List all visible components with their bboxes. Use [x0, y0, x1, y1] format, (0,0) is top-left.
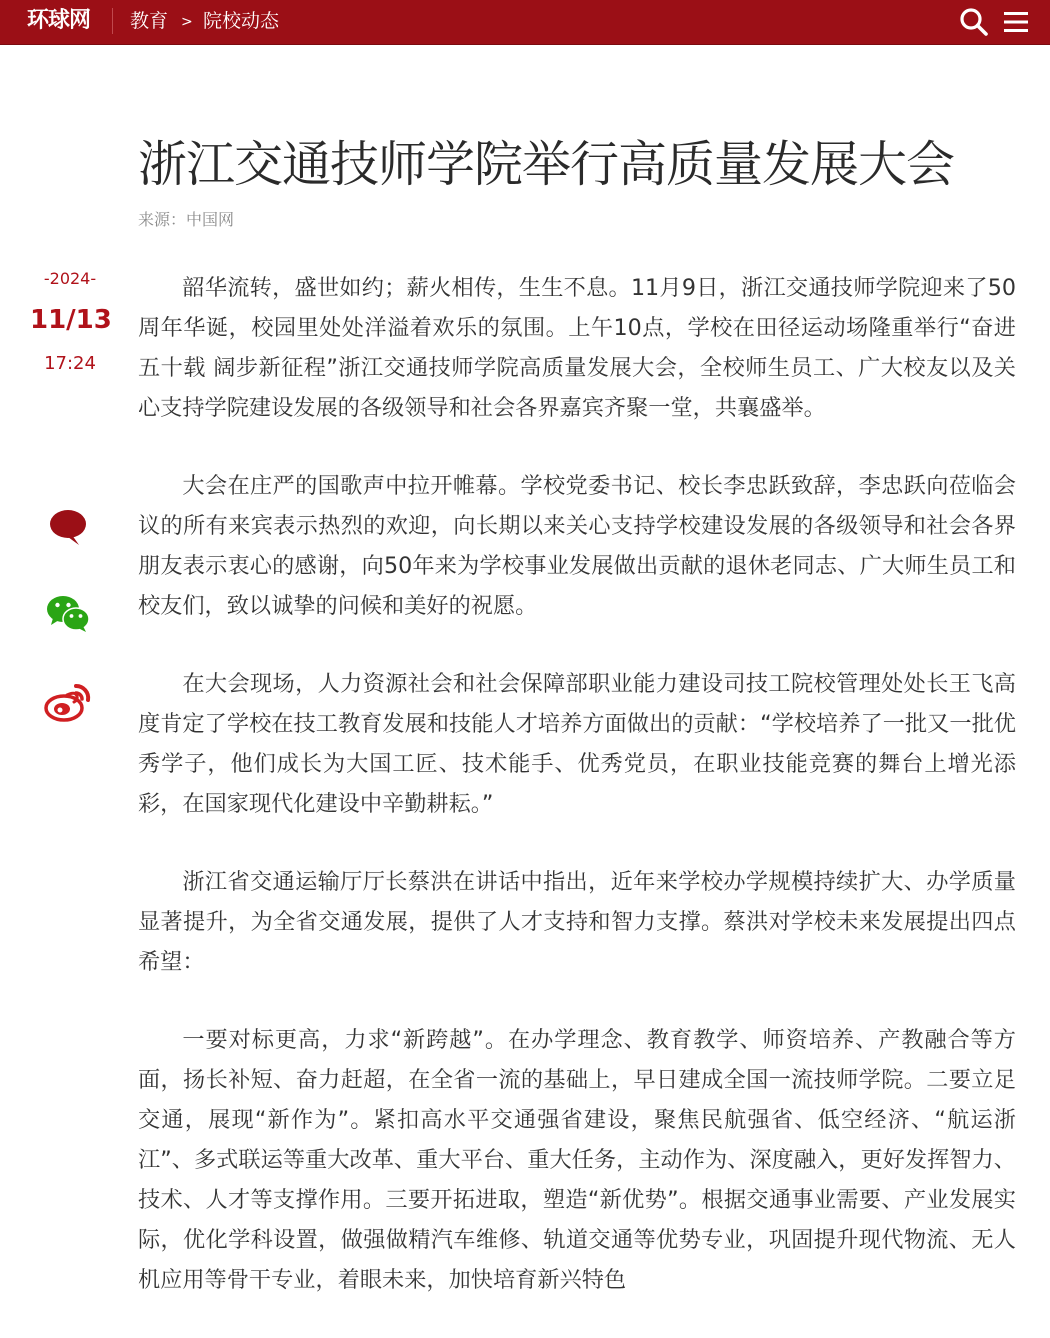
publish-year: -2024-: [43, 269, 97, 288]
article-paragraph: 韶华流转，盛世如约；薪火相传，生生不息。11月9日，浙江交通技师学院迎来了50周年华诞，校园里处处洋溢着欢乐的氛围。上午10点，学校在田径运动场隆重举行“奋进五十载 阔步新征程”浙江交通技师学院高质量发展大会，全校师生员工、广大校友以及关心支持学院建设发展的各级领导和社会各界嘉宾齐聚一堂，共襄盛举。: [138, 275, 1016, 421]
nav-divider: [112, 8, 113, 34]
site-logo[interactable]: 环球网: [27, 8, 91, 33]
article-title: 浙江交通技师学院举行高质量发展大会: [138, 135, 955, 193]
wechat-icon[interactable]: [45, 593, 91, 633]
breadcrumb-education[interactable]: 教育: [130, 10, 169, 32]
comment-icon[interactable]: [48, 507, 88, 547]
weibo-icon[interactable]: [44, 682, 92, 722]
breadcrumb-separator: >: [181, 14, 193, 30]
menu-icon[interactable]: [1002, 7, 1030, 37]
publish-time: 17:24: [44, 353, 96, 374]
article-paragraph: 一要对标更高，力求“新跨越”。在办学理念、教育教学、师资培养、产教融合等方面，扬长补短、奋力赶超，在全省一流的基础上，早日建成全国一流技师学院。二要立足交通，展现“新作为”。紧扣高水平交通强省建设，聚焦民航强省、低空经济、“航运浙江”、多式联运等重大改革、重大平台、重大任务，主动作为、深度融入，更好发挥智力、技术、人才等支撑作用。三要开拓进取，塑造“新优势”。根据交通事业需要、产业发展实际，优化学科设置，做强做精汽车维修、轨道交通等优势专业，巩固提升现代物流、无人机应用等骨干专业，着眼未来，加快培育新兴特色: [138, 1027, 1016, 1293]
article-paragraph: 浙江省交通运输厅厅长蔡洪在讲话中指出，近年来学校办学规模持续扩大、办学质量显著提升，为全省交通发展，提供了人才支持和智力支撑。蔡洪对学校未来发展提出四点希望：: [138, 869, 1016, 975]
article-body: [138, 268, 1016, 1338]
top-nav-bar: [0, 0, 1050, 45]
article-source: 来源：中国网: [138, 210, 235, 229]
breadcrumb-school-news[interactable]: 院校动态: [203, 10, 280, 32]
article-paragraph: 大会在庄严的国歌声中拉开帷幕。学校党委书记、校长李忠跃致辞，李忠跃向莅临会议的所有来宾表示热烈的欢迎，向长期以来关心支持学校建设发展的各级领导和社会各界朋友表示衷心的感谢，向50年来为学校事业发展做出贡献的退休老同志、广大师生员工和校友们，致以诚挚的问候和美好的祝愿。: [138, 473, 1016, 619]
article-paragraph: 在大会现场，人力资源社会和社会保障部职业能力建设司技工院校管理处处长王飞高度肯定了学校在技工教育发展和技能人才培养方面做出的贡献：“学校培养了一批又一批优秀学子，他们成长为大国工匠、技术能手、优秀党员，在职业技能竞赛的舞台上增光添彩，在国家现代化建设中辛勤耕耘。”: [138, 671, 1016, 817]
search-icon[interactable]: [958, 6, 990, 38]
publish-date: 11/13: [30, 305, 112, 335]
